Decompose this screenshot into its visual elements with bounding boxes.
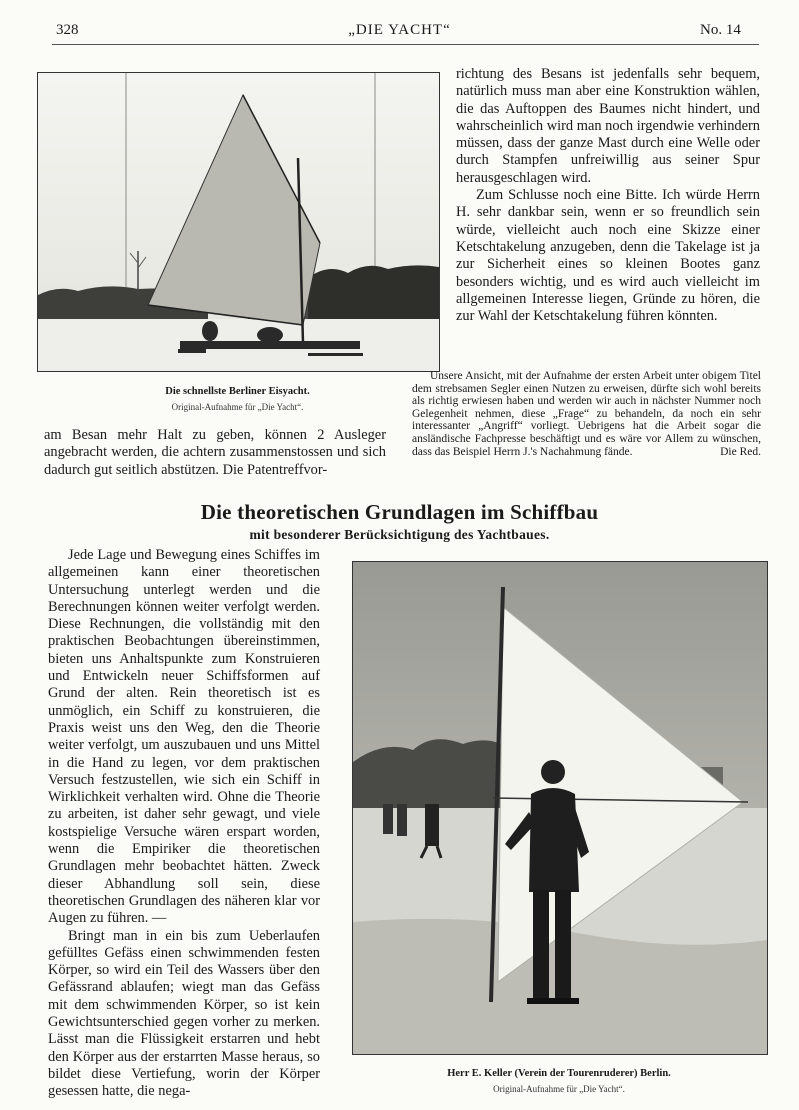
article-heading <box>0 500 799 543</box>
editor-note <box>412 370 761 458</box>
figure2-caption: Herr E. Keller (Verein der Tourenruderer) Berlin. <box>447 1068 671 1079</box>
issue-number: No. 14 <box>700 22 741 38</box>
editor-note-text: Unsere Ansicht, mit der Aufnahme der ersten Arbeit unter obigem Titel dem strebsamen Segler einen Nutzen zu erweisen, dürfte sich wohl bereits als richtig erwiesen haben und werden wir auch in nächster Nummer noch Gelegenheit nehmen, diese „Frage“ zu behandeln, da noch ein sehr interessanter „Angriff“ vorliegt. Uebrigens hat die Arbeit sogar die ansländische Fachpresse beschäftigt und es wäre vor Allem zu wünschen, dass das Beispiel Herrn J.'s Nachahmung fände. <box>412 370 761 458</box>
ice-yacht-photo <box>37 72 440 372</box>
left-column-text <box>44 427 386 479</box>
figure1-credit: Original-Aufnahme für „Die Yacht“. <box>171 402 304 412</box>
figure1-caption: Die schnellste Berliner Eisyacht. <box>165 386 310 397</box>
paragraph: Jede Lage und Bewegung eines Schiffes im allgemeinen kann einer theoretischen Untersuchung unterlegt werden und die Berechnungen können weiter verfolgt werden. Diese Rechnungen, die vollständig mit den praktischen Beobachtungen übereinstimmen, bieten uns Anhaltspunkte zum Konstruieren und Entwickeln neuer Schiffsformen auf Grund der alten. Rein theoretisch ist es unmöglich, ein Schiff zu konstruieren, die Praxis weist uns den Weg, den die Theorie weiter verfolgt, um auszubauen und uns Mittel in die Hand zu legen, vor dem praktischen Versuch festzustellen, wie sich ein Schiff in Wirklichkeit verhalten wird. Ohne die Theorie zu arbeiten, ist daher sehr gewagt, und viele kostspielige Versuche wären erspart worden, wenn die Empiriker die theoretischen Grundlagen mehr beobachtet hätten. Zweck dieser Abhandlung soll sein, diese theoretischen Grundlagen des näheren klar vor Augen zu führen. — <box>48 547 320 927</box>
article-body <box>48 547 320 1101</box>
header-rule <box>52 44 759 45</box>
ice-yacht-illustration <box>38 73 439 371</box>
sailor-photo <box>352 561 768 1055</box>
paragraph: am Besan mehr Halt zu geben, können 2 Ausleger angebracht werden, die achtern zusammenstossen und sich dadurch gut seitlich abstützen. Die Patentreffvor- <box>44 427 386 478</box>
paragraph: Zum Schlusse noch eine Bitte. Ich würde Herrn H. sehr dankbar sein, wenn er so freundlich sein würde, vielleicht auch noch eine Skizze einer Ketschtakelung anzugeben, denn die Takelage ist ja zur Sicherheit eines so kleinen Bootes ganz besonders wichtig, und es wird auch vielleicht im allgemeinen Interesse liegen, Gründe zu hören, die zur Wahl der Ketschtakelung führen könnten. <box>456 187 760 325</box>
editor-signature: Die Red. <box>720 445 761 458</box>
paragraph: Bringt man in ein bis zum Ueberlaufen gefülltes Gefäss einen schwimmenden festen Körper, so wird ein Teil des Wassers über den Gefässrand ablaufen; wiegt man das Gefäss mit dem schwimmenden Körper, so ist kein Gewichtsunterschied gegen vorher zu merken. Lässt man die Flüssigkeit erstarren und hebt den Körper aus der erstarrten Masse heraus, so bildet diese Vertiefung, worin der Körper gesessen hatte, die nega- <box>48 927 320 1100</box>
sail-skater-illustration <box>353 562 767 1054</box>
article-title: Die theoretischen Grundlagen im Schiffbau <box>200 500 599 524</box>
paragraph: richtung des Besans ist jedenfalls sehr bequem, natürlich muss man aber eine Konstruktion wählen, die das Auftoppen des Baumes nicht hindert, und wahrscheinlich wird man noch irgendwie verhindern müssen, dass der ganze Mast durch eine Welle oder durch Stampfen unfreiwillig aus seiner Spur herausgeschlagen wird. <box>456 66 760 186</box>
figure2-credit: Original-Aufnahme für „Die Yacht“. <box>493 1084 625 1094</box>
page-number: 328 <box>56 22 79 38</box>
article-subtitle: mit besonderer Berücksichtigung des Yachtbaues. <box>249 527 550 542</box>
journal-title: „DIE YACHT“ <box>348 22 451 38</box>
right-column-text <box>456 66 760 325</box>
